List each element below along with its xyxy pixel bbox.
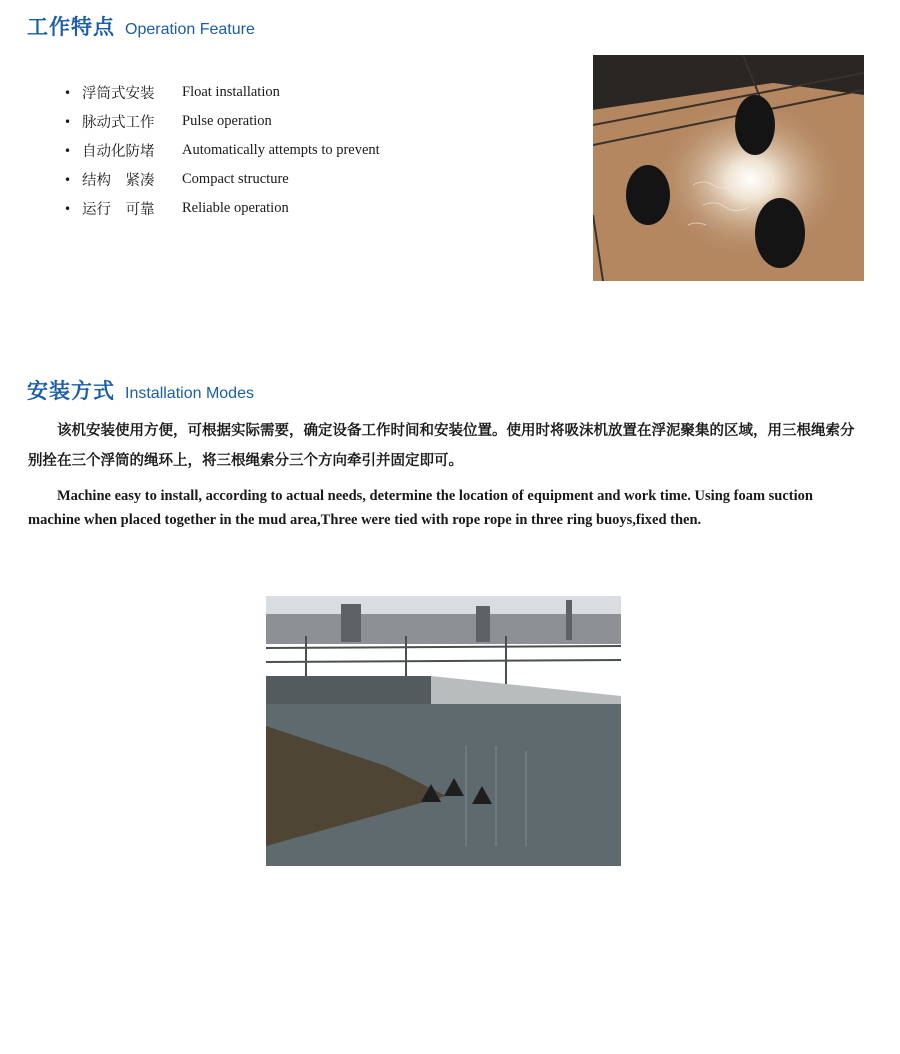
- installation-title-en: Installation Modes: [125, 385, 254, 402]
- feature-item: [64, 165, 380, 194]
- installation-text-cn: 该机安装使用方便，可根据实际需要，确定设备工作时间和安装位置。使用时将吸沫机放置在浮泥聚集的区域，用三根绳索分别拴在三个浮筒的绳环上，将三根绳索分三个方向牵引并固定即可。: [28, 422, 855, 469]
- feature-item: [64, 78, 380, 107]
- feature-label-en: Float installation: [182, 84, 280, 100]
- feature-label-cn: 脉动式工作: [82, 115, 155, 131]
- operation-feature-heading: [27, 11, 255, 41]
- feature-item: [64, 136, 380, 165]
- feature-label-cn: 结构 紧凑: [82, 173, 155, 189]
- operation-title-cn: 工作特点: [27, 15, 115, 39]
- feature-label-cn: 运行 可靠: [82, 202, 155, 218]
- installation-title-cn: 安装方式: [27, 379, 115, 403]
- feature-item: [64, 194, 380, 223]
- bullet-icon: •: [64, 85, 72, 100]
- bullet-icon: •: [64, 172, 72, 187]
- float-buoys-photo: [593, 55, 864, 281]
- feature-label-cn: 自动化防堵: [82, 144, 155, 160]
- feature-label-cn: 浮筒式安装: [82, 86, 155, 102]
- operation-title-en: Operation Feature: [125, 21, 255, 38]
- feature-label-en: Pulse operation: [182, 113, 272, 129]
- installation-text-en: Machine easy to install, according to actual needs, determine the location of equipment and work time. Using foam suction machine when placed together in the mud area,Three were tied with rope rope in three ring buoys,fixed then.: [28, 488, 813, 528]
- bullet-icon: •: [64, 143, 72, 158]
- installation-modes-heading: [27, 375, 254, 405]
- feature-item: [64, 107, 380, 136]
- bullet-icon: •: [64, 201, 72, 216]
- feature-label-en: Reliable operation: [182, 200, 289, 216]
- feature-label-en: Compact structure: [182, 171, 289, 187]
- bullet-icon: •: [64, 114, 72, 129]
- feature-list: [64, 78, 380, 223]
- feature-label-en: Automatically attempts to prevent: [182, 142, 380, 158]
- sedimentation-tank-photo: [266, 596, 621, 866]
